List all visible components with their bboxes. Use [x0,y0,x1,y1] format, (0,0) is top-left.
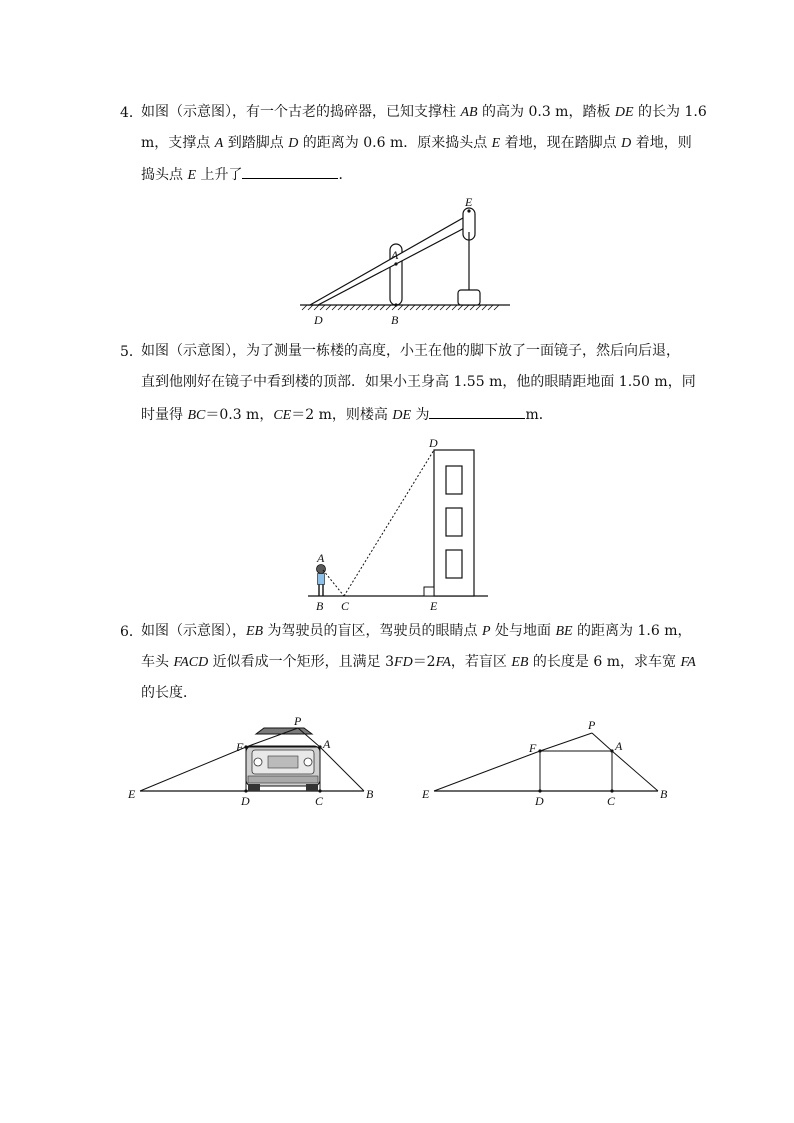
math-variable: E [187,168,197,183]
math-variable: A [214,136,224,151]
problem-5-figure [300,432,500,612]
math-variable: DE [392,408,411,423]
label-C: C [607,794,616,808]
math-variable: P [482,624,491,639]
label-E: E [465,195,473,209]
problem-6-line-3: 的长度． [141,685,197,701]
math-variable: E [491,136,501,151]
problem-4-line-3: 捣头点 E 上升了 ． [141,164,352,186]
math-variable: D [288,136,299,151]
math-variable: FD [394,655,413,670]
problem-6-figure-schematic [416,714,678,810]
math-variable: EB [511,655,529,670]
label-D: D [429,436,438,450]
label-E: E [430,599,438,612]
answer-blank[interactable] [242,164,338,179]
problem-5-line-3: 时量得 BC＝0.3 m，CE＝2 m，则楼高 DE 为 m． [141,404,553,426]
math-variable: DE [614,105,634,120]
math-variable: EB [246,624,264,639]
math-variable: D [621,136,632,151]
label-D: D [535,794,544,808]
label-A: A [391,248,399,262]
label-D: D [241,794,250,808]
math-variable: AB [460,105,478,120]
problem-6-line-2: 车头 FACD 近似看成一个矩形，且满足 3FD＝2FA，若盲区 EB 的长度是 6 m，求车宽 FA [141,654,696,670]
problem-4-number: 4． [120,105,143,121]
label-D: D [314,313,323,327]
label-P: P [294,714,302,728]
label-A: A [323,737,331,751]
problem-5-number: 5． [120,344,143,360]
label-B: B [366,787,374,801]
label-E: E [128,787,136,801]
math-variable: CE [273,408,292,423]
math-variable: FA [435,655,451,670]
problem-6-number: 6． [120,624,143,640]
math-variable: FA [680,655,696,670]
math-variable: FACD [173,655,209,670]
problem-5-line-2: 直到他刚好在镜子中看到楼的顶部．如果小王身高 1.55 m，他的眼睛距地面 1.50 m，同 [141,374,696,390]
math-variable: BC [187,408,206,423]
problem-6-figure-car [122,714,384,810]
label-F: F [529,741,537,755]
label-F: F [236,740,244,754]
label-B: B [316,599,324,612]
problem-4-line-2: m，支撑点 A 到踏脚点 D 的距离为 0.6 m．原来捣头点 E 着地，现在踏脚点 D 着地，则 [141,135,692,151]
answer-blank[interactable] [429,404,525,419]
label-C: C [341,599,350,612]
problem-4-line-1: 如图（示意图），有一个古老的捣碎器，已知支撑柱 AB 的高为 0.3 m，踏板 DE 的长为 1.6 [141,104,707,120]
problem-5-line-1: 如图（示意图），为了测量一栋楼的高度，小王在他的脚下放了一面镜子，然后向后退， [141,343,680,359]
label-A: A [615,739,623,753]
math-variable: BE [555,624,573,639]
problem-4-figure [290,192,520,332]
label-B: B [660,787,668,801]
label-C: C [315,794,324,808]
problem-6-line-1: 如图（示意图），EB 为驾驶员的盲区，驾驶员的眼睛点 P 处与地面 BE 的距离为 1.6 m， [141,623,692,639]
label-P: P [588,718,596,732]
label-B: B [391,313,399,327]
label-E: E [422,787,430,801]
label-A: A [317,551,325,565]
